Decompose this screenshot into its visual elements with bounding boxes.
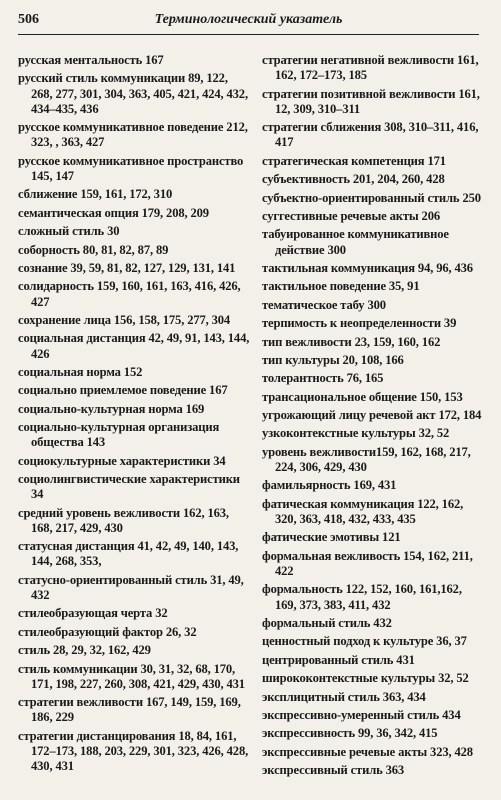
index-entry: фамильярность 169, 431 — [262, 478, 397, 493]
page-number: 506 — [18, 12, 39, 27]
index-entry: фатические эмотивы 121 — [262, 530, 401, 545]
index-entry: социально приемлемое поведение 167 — [18, 383, 228, 398]
index-entry: сближение 159, 161, 172, 310 — [18, 187, 173, 202]
index-entry: тактильная коммуникация 94, 96, 436 — [262, 260, 473, 275]
index-entry: стратегии негативной вежливости 161, 162, 172–173, 185 — [262, 53, 479, 83]
index-entry: русское коммуникативное поведение 212, 323, , 363, 427 — [18, 120, 248, 150]
index-entry: социальная норма 152 — [18, 364, 143, 379]
index-entry: русская ментальность 167 — [18, 53, 164, 67]
index-entry: стратегии дистанцирования 18, 84, 161, 172–173, 188, 203, 229, 301, 323, 426, 428, 430, 431 — [18, 728, 249, 774]
index-entry: социально-культурная организация общества 143 — [18, 420, 220, 450]
index-entry: сложный стиль 30 — [18, 224, 120, 239]
index-entry: стратегии вежливости 167, 149, 159, 169, 186, 229 — [18, 695, 241, 725]
index-entry: фатическая коммуникация 122, 162, 320, 363, 418, 432, 433, 435 — [262, 496, 464, 527]
index-entry: статусная дистанция 41, 42, 49, 140, 143, 144, 268, 353, — [18, 539, 239, 569]
index-entry: экспрессивность 99, 36, 342, 415 — [262, 726, 438, 741]
index-entry: стиль коммуникации 30, 31, 32, 68, 170, 171, 198, 227, 260, 308, 421, 429, 430, 431 — [18, 661, 245, 691]
index-entry: социально-культурная норма 169 — [18, 401, 205, 416]
index-entry: стилеобразующий фактор 26, 32 — [18, 624, 197, 639]
index-entry: формальный стиль 432 — [262, 616, 392, 630]
index-entry: соборность 80, 81, 82, 87, 89 — [18, 242, 169, 257]
index-entry: терпимость к неопределенности 39 — [262, 316, 457, 331]
index-entry: солидарность 159, 160, 161, 163, 416, 426, 427 — [18, 279, 241, 309]
index-entry: социокультурные характеристики 34 — [18, 453, 226, 468]
index-entry: социальная дистанция 42, 49, 91, 143, 144, 426 — [18, 331, 250, 361]
page-header — [18, 12, 479, 35]
index-entry: тактильное поведение 35, 91 — [262, 279, 420, 294]
index-entry: тематическое табу 300 — [262, 297, 386, 312]
index-column-left — [18, 53, 250, 778]
index-entry: сознание 39, 59, 81, 82, 127, 129, 131, 141 — [18, 260, 236, 275]
index-entry: семантическая опция 179, 208, 209 — [18, 205, 209, 220]
index-entry: толерантность 76, 165 — [262, 371, 384, 386]
index-entry: формальная вежливость 154, 162, 211, 422 — [262, 548, 473, 579]
index-entry: субъективность 201, 204, 260, 428 — [262, 172, 445, 187]
index-entry: ширококонтекстные культуры 32, 52 — [262, 671, 469, 686]
index-entry: табуированное коммуникативное действие 300 — [262, 227, 449, 257]
index-entry: ценностный подход к культуре 36, 37 — [262, 634, 467, 649]
index-entry: русский стиль коммуникации 89, 122, 268, 277, 301, 304, 363, 405, 421, 424, 432, 434–435, 436 — [18, 71, 248, 116]
index-entry: стиль 28, 29, 32, 162, 429 — [18, 643, 151, 658]
index-entry: узкоконтекстные культуры 32, 52 — [262, 426, 450, 441]
index-column-right — [262, 53, 484, 782]
index-entry: стилеобразующая черта 32 — [18, 606, 168, 621]
index-entry: стратегии позитивной вежливости 161, 12, 309, 310–311 — [262, 86, 480, 116]
index-entry: стратегии сближения 308, 310–311, 416, 417 — [262, 120, 479, 150]
index-entry: сохранение лица 156, 158, 175, 277, 304 — [18, 312, 231, 327]
index-entry: экспрессивно-умеренный стиль 434 — [262, 707, 461, 722]
index-entry: субъектно-ориентированный стиль 250 — [262, 190, 481, 205]
index-entry: средний уровень вежливости 162, 163, 168, 217, 429, 430 — [18, 505, 229, 535]
index-entry: угрожающий лицу речевой акт 172, 184 — [262, 408, 482, 423]
index-entry: суггестивные речевые акты 206 — [262, 208, 441, 223]
index-entry: формальность 122, 152, 160, 161,162, 169, 373, 383, 411, 432 — [262, 582, 462, 612]
index-entry: статусно-ориентированный стиль 31, 49, 432 — [18, 572, 244, 603]
index-entry: экспрессивные речевые акты 323, 428 — [262, 744, 473, 759]
index-entry: стратегическая компетенция 171 — [262, 153, 446, 168]
index-entry: русское коммуникативное пространство 145, 147 — [18, 153, 244, 183]
index-entry: экспрессивный стиль 363 — [262, 763, 405, 778]
index-entry: центрированный стиль 431 — [262, 652, 415, 667]
running-title: Терминологический указатель — [154, 12, 343, 27]
index-entry: тип культуры 20, 108, 166 — [262, 352, 404, 367]
index-entry: социолингвистические характеристики 34 — [18, 472, 240, 502]
index-entry: эксплицитный стиль 363, 434 — [262, 689, 426, 704]
index-entry: трансациональное общение 150, 153 — [262, 389, 463, 404]
index-entry: тип вежливости 23, 159, 160, 162 — [262, 334, 441, 349]
index-entry: уровень вежливости159, 162, 168, 217, 224, 306, 429, 430 — [262, 444, 471, 475]
